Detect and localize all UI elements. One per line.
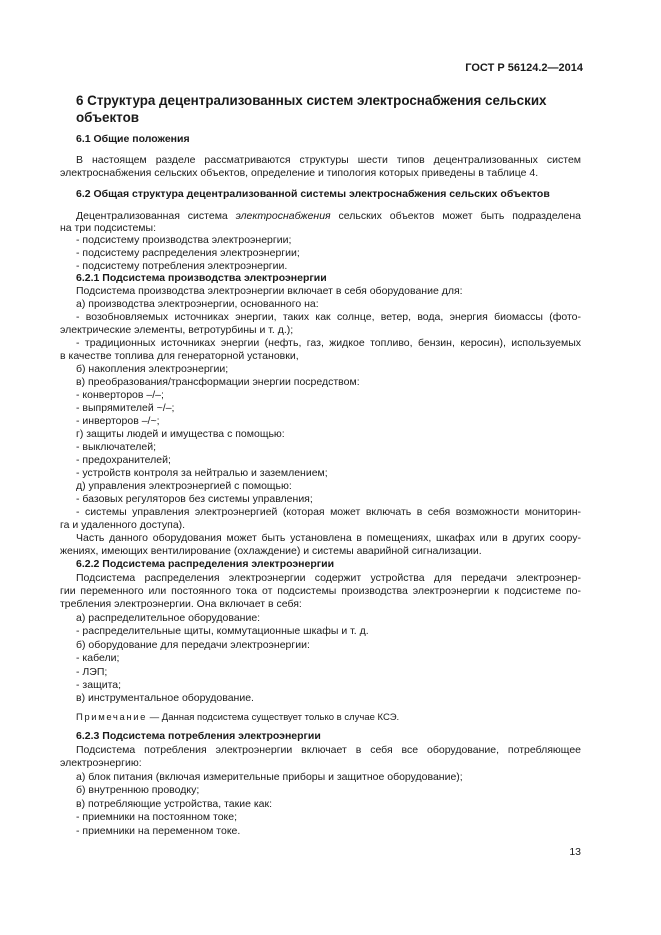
paragraph-line: электроснабжения сельских объектов, определение и типология которых приведены в таблице 4. — [60, 167, 539, 179]
list-item: г) защиты людей и имущества с помощью: — [76, 428, 285, 440]
list-item: - кабели; — [76, 652, 120, 664]
list-item: - приемники на переменном токе. — [76, 825, 241, 837]
list-item: б) оборудование для передачи электроэнергии: — [76, 639, 310, 651]
note: Примечание — Данная подсистема существует только в случае КСЭ. — [76, 712, 400, 723]
list-item: в) инструментальное оборудование. — [76, 692, 254, 704]
paragraph-line: В настоящем разделе рассматриваются структуры шести типов децентрализованных систем — [76, 154, 581, 166]
list-item: б) внутреннюю проводку; — [76, 784, 200, 796]
list-item: - защита; — [76, 679, 122, 691]
list-item: а) распределительное оборудование: — [76, 612, 261, 624]
list-item: д) управления электроэнергией с помощью: — [76, 480, 292, 492]
paragraph-line: Подсистема распределения электроэнергии содержит устройства для передачи электроэнер- — [76, 572, 581, 584]
subsection-title-6-2: 6.2 Общая структура децентрализованной системы электроснабжения сельских объектов — [76, 188, 550, 200]
document-header: ГОСТ Р 56124.2—2014 — [465, 62, 583, 74]
list-item: электрические элементы, ветротурбины и т. д.); — [60, 324, 294, 336]
paragraph-line: Подсистема потребления электроэнергии включает в себя все оборудование, потребляющее — [76, 744, 581, 756]
paragraph-line: Децентрализованная система электроснабжения сельских объектов может быть подразделена — [76, 210, 581, 222]
list-item: - системы управления электроэнергией (которая может включать в себя возможности мониторин- — [76, 506, 581, 518]
list-item: - распределительные щиты, коммутационные шкафы и т. д. — [76, 625, 369, 637]
subsection-title-6-1: 6.1 Общие положения — [76, 133, 190, 145]
list-item: в) преобразования/трансформации энергии посредством: — [76, 376, 360, 388]
subsection-title-6-2-1: 6.2.1 Подсистема производства электроэнергии — [76, 272, 327, 284]
list-item: - базовых регуляторов без системы управления; — [76, 493, 313, 505]
list-item: - подсистему производства электроэнергии; — [76, 234, 292, 246]
list-item: в качестве топлива для генераторной установки, — [60, 350, 299, 362]
paragraph-line: жениях, имеющих вентилирование (охлаждение) и системы аварийной сигнализации. — [60, 545, 482, 557]
list-item: - традиционных источниках энергии (нефть, газ, жидкое топливо, бензин, керосин), используемых — [76, 337, 581, 349]
list-item: - подсистему потребления электроэнергии. — [76, 260, 288, 272]
section-title: 6 Структура децентрализованных систем электроснабжения сельских объектов — [76, 93, 547, 125]
list-item: а) блок питания (включая измерительные приборы и защитное оборудование); — [76, 771, 463, 783]
list-item: а) производства электроэнергии, основанного на: — [76, 298, 319, 310]
paragraph-line: Часть данного оборудования может быть установлена в помещениях, шкафах или в других соору- — [76, 532, 581, 544]
subsection-title-6-2-3: 6.2.3 Подсистема потребления электроэнергии — [76, 730, 321, 742]
list-item: - приемники на постоянном токе; — [76, 811, 238, 823]
page-number: 13 — [569, 846, 581, 858]
list-item: - конверторов –/–; — [76, 389, 164, 401]
list-item: в) потребляющие устройства, такие как: — [76, 798, 272, 810]
paragraph-line: электроэнергию: — [60, 757, 142, 769]
list-item: - предохранителей; — [76, 454, 171, 466]
list-item: - инверторов –/~; — [76, 415, 160, 427]
list-item: - ЛЭП; — [76, 666, 108, 678]
paragraph-line: требления электроэнергии. Она включает в себя: — [60, 598, 302, 610]
list-item: га и удаленного доступа). — [60, 519, 186, 531]
list-item: - выключателей; — [76, 441, 157, 453]
paragraph-line: Подсистема производства электроэнергии включает в себя оборудование для: — [76, 285, 463, 297]
list-item: - подсистему распределения электроэнергии; — [76, 247, 300, 259]
list-item: б) накопления электроэнергии; — [76, 363, 229, 375]
list-item: - возобновляемых источниках энергии, таких как солнце, ветер, вода, энергия биомассы (фото- — [76, 311, 581, 323]
paragraph-line: на три подсистемы: — [60, 222, 156, 234]
list-item: - выпрямителей ~/–; — [76, 402, 175, 414]
list-item: - устройств контроля за нейтралью и заземлением; — [76, 467, 328, 479]
paragraph-line: гии переменного или постоянного тока от подсистемы производства электроэнергии к подсистеме по- — [60, 585, 581, 597]
subsection-title-6-2-2: 6.2.2 Подсистема распределения электроэнергии — [76, 558, 335, 570]
